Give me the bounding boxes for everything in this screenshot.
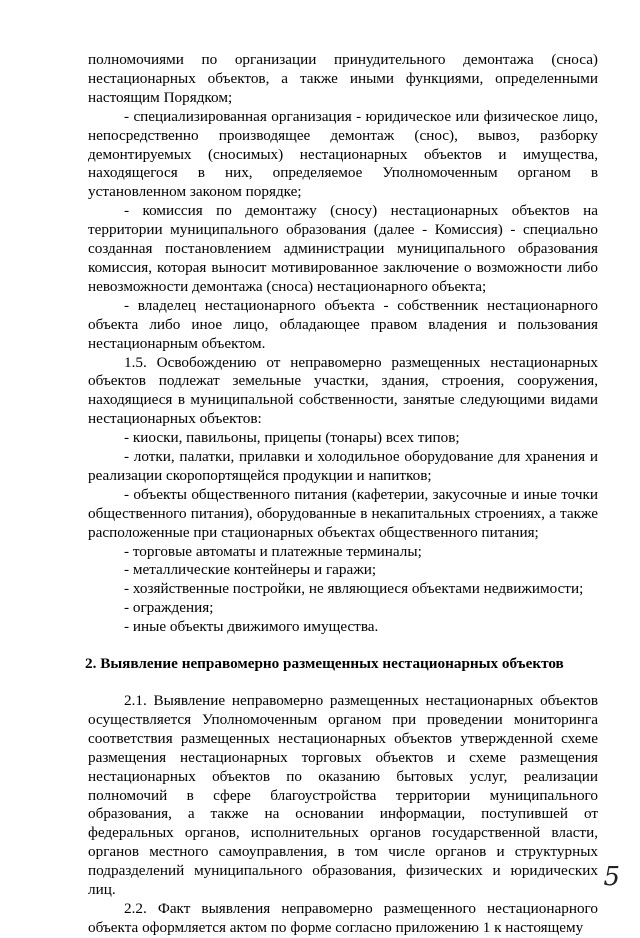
definition-commission: - комиссия по демонтажу (сносу) нестационарных объектов на территории муниципального образования (далее - Комиссия) - специально созданная постановлением администрации муниципального образования комиссия, которая выносит мотивированное заключение о возможности либо невозможности демонтажа (сноса) нестационарного объекта; (88, 202, 598, 295)
list-item-catering: - объекты общественного питания (кафетерии, закусочные и иные точки общественного питания), оборудованные в некапитальных строениях, а также расположенные при стационарных объектах общественного питания; (88, 485, 598, 541)
clause-2-1: 2.1. Выявление неправомерно размещенных нестационарных объектов осуществляется Уполномоченным органом при проведении мониторинга соответствия размещенных нестационарных объектов утвержденной схеме размещения нестационарных торговых объектов и схеме размещения нестационарных объектов по оказанию бытовых услуг, реализации полномочий в сфере благоустройства территории муниципального образования, а также на основании информации, поступившей от федеральных органов, исполнительных органов государственной власти, органов местного самоуправления, в том числе органов и структурных подразделений муниципального образования, физических и юридических лиц. (88, 692, 598, 899)
list-item-outbuildings: - хозяйственные постройки, не являющиеся объектами недвижимости; (124, 580, 584, 598)
list-item-fences: - ограждения; (124, 599, 214, 617)
paragraph-continuation: полномочиями по организации принудительного демонтажа (сноса) нестационарных объектов, а также иными функциями, определенными настоящим Порядком; (88, 51, 598, 106)
definition-owner: - владелец нестационарного объекта - собственник нестационарного объекта либо иное лицо, обладающее правом владения и пользования нестационарным объектом. (88, 296, 598, 352)
list-item-movable: - иные объекты движимого имущества. (124, 618, 379, 636)
clause-2-2: 2.2. Факт выявления неправомерно размещенного нестационарного объекта оформляется актом по форме согласно приложению 1 к настоящему (88, 899, 598, 936)
page-number: 5 (603, 862, 620, 893)
definition-specialized-organization: - специализированная организация - юридическое или физическое лицо, непосредственно производящее демонтаж (снос), вывоз, разборку демонтируемых (сносимых) нестационарных объектов и имущества, находящегося в них, определяемое Уполномоченным органом в установленном законом порядке; (88, 107, 598, 201)
list-item-vending: - торговые автоматы и платежные терминалы; (124, 542, 422, 560)
list-item-kiosks: - киоски, павильоны, прицепы (тонары) всех типов; (124, 429, 460, 447)
list-item-stalls: - лотки, палатки, прилавки и холодильное оборудование для хранения и реализации скоропортящейся продукции и напитков; (88, 448, 598, 484)
list-item-containers: - металлические контейнеры и гаражи; (124, 561, 377, 579)
document-body (85, 51, 598, 938)
section-heading-2: 2. Выявление неправомерно размещенных нестационарных объектов (85, 655, 564, 673)
clause-1-5: 1.5. Освобождению от неправомерно размещенных нестационарных объектов подлежат земельные участки, здания, строения, сооружения, находящиеся в муниципальной собственности, занятые следующими видами нестационарных объектов: (88, 353, 598, 428)
